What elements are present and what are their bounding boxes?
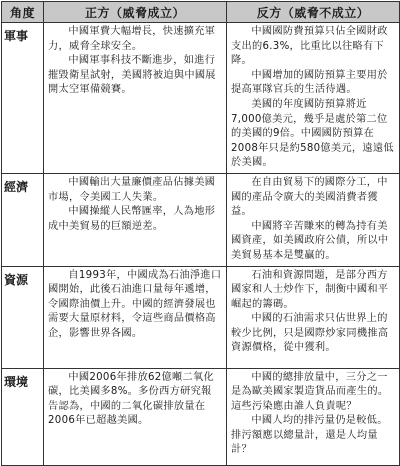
header-row bbox=[2, 2, 400, 23]
pro-cell bbox=[44, 173, 227, 266]
con-paragraph: 在自由貿易下的國際分工，中國的產品令廣大的美國消費者獲益。 bbox=[231, 176, 388, 218]
row-category: 資源 bbox=[2, 266, 44, 368]
pro-paragraph: 中國操縱人民幣匯率，人為地形成中美貿易的巨額逆差。 bbox=[48, 206, 216, 232]
pro-cell bbox=[44, 266, 227, 368]
con-paragraph: 中國將辛苦賺來的轉為持有美國資產，如美國政府公債，所以中美貿易基本是雙贏的。 bbox=[231, 220, 389, 261]
comparison-table bbox=[1, 1, 400, 466]
con-paragraph: 美國的年度國防預算將近7,000億美元，幾乎是處於第二位的美國的9倍。中國國防預算在2008年只是約580億美元，遠遠低於美國。 bbox=[231, 98, 394, 169]
con-cell bbox=[227, 266, 400, 368]
row-category: 環境 bbox=[2, 368, 44, 465]
pro-paragraph: 自1993年，中國成為石油淨進口國開始，此後石油進口量每年遞增，令國際油價上升。中國的經濟發展也需要大量原材料，令這些商品價格高企，影響世界各國。 bbox=[48, 269, 222, 339]
table-row-environment bbox=[2, 368, 400, 465]
header-category: 角度 bbox=[2, 2, 44, 23]
row-category: 軍事 bbox=[2, 23, 44, 174]
con-cell bbox=[227, 23, 400, 174]
header-pro: 正方（威脅成立） bbox=[44, 2, 227, 23]
con-cell bbox=[227, 173, 400, 266]
con-paragraph: 中國國防費預算只佔全國財政支出的6.3%，比重比以往略有下降。 bbox=[231, 26, 388, 67]
table-row-military bbox=[2, 23, 400, 174]
con-paragraph: 中國人均的排污量仍是較低。排污額應以總量計，還是人均量計？ bbox=[231, 415, 388, 456]
pro-paragraph: 中國輸出大量廉價產品佔據美國市場，令美國工人失業。 bbox=[48, 176, 216, 203]
con-paragraph: 石油和資源問題，是部分西方國家和人士炒作下，制衡中國和平崛起的籌碼。 bbox=[231, 269, 389, 310]
con-paragraph: 中國的石油需求只佔世界上的較少比例，只是國際炒家同機推高資源價格，從中獲利。 bbox=[231, 313, 389, 354]
table-row-resources bbox=[2, 266, 400, 368]
pro-paragraph: 中國軍費大幅增長，快速擴充軍力，威脅全球安全。 bbox=[48, 26, 216, 52]
header-con: 反方（威脅不成立） bbox=[227, 2, 400, 23]
pro-cell bbox=[44, 23, 227, 174]
pro-paragraph: 中國2006年排放62億噸二氧化碳，比美國多8%。多份西方研究報告認為，中國的二氧化碳排放量在2006年已超越美國。 bbox=[48, 371, 214, 427]
con-cell bbox=[227, 368, 400, 465]
row-category: 經濟 bbox=[2, 173, 44, 266]
table-row-economy bbox=[2, 173, 400, 266]
con-paragraph: 中國的總排放量中，三分之一是為歐美國家製造貨品而產生的。這些污染應由誰人負責呢？ bbox=[231, 371, 389, 412]
pro-paragraph: 中國軍事科技不斷進步，如進行摧毀衛星試射，美國將被迫與中國展開太空軍備競賽。 bbox=[48, 55, 216, 96]
con-paragraph: 中國增加的國防預算主要用於提高軍隊官兵的生活待遇。 bbox=[231, 69, 388, 96]
pro-cell bbox=[44, 368, 227, 465]
